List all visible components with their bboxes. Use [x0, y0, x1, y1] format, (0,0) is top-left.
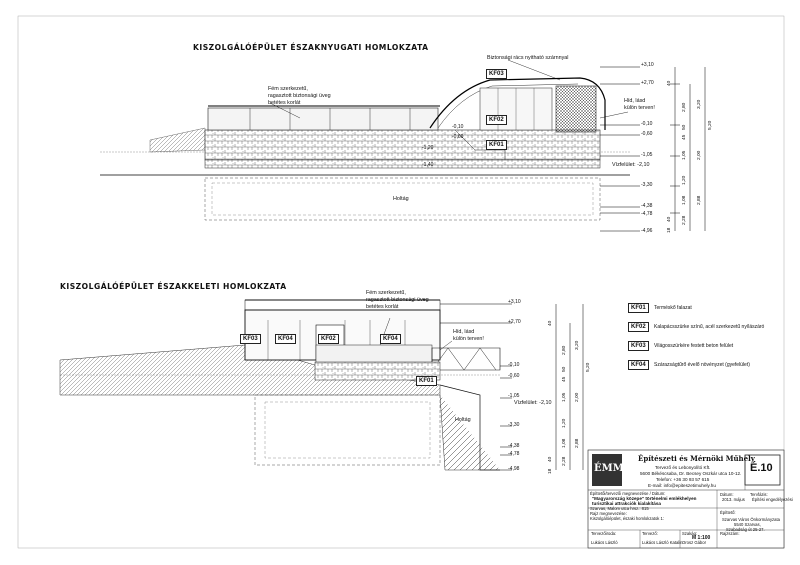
nw-level: -1,05 — [641, 152, 653, 158]
nw-level: -4,96 — [641, 228, 653, 234]
ne-code-kf01: KF01 — [416, 376, 437, 386]
legend-code: KF01 — [628, 303, 649, 313]
ne-glass-note-3: betétes korlát — [366, 304, 399, 310]
nw-dim: 3,20 — [697, 99, 702, 109]
nw-glass-note-1: Fém szerkezetű, — [268, 86, 308, 92]
project-name-2: turisztikai attrakciók kialakítása — [592, 501, 661, 506]
legend-text: Terméskő falazat — [654, 305, 692, 311]
nw-cavity-label: Holtág — [393, 196, 409, 202]
ne-level: +3,10 — [508, 299, 521, 305]
nw-code-kf03: KF03 — [486, 69, 507, 79]
client-city: 5540 Szarvas, — [734, 522, 761, 527]
ne-dim: 2,28 — [562, 456, 567, 466]
firm-line: 5600 Békéscsaba, Dr. Becsey Oszkár utca 10-12. — [640, 471, 742, 476]
ne-dim: 50 — [562, 366, 567, 372]
client-label: Építtető: — [720, 510, 736, 515]
nw-dim: 2,88 — [697, 195, 702, 205]
nw-dim: 45 — [682, 134, 687, 140]
nw-dim: 2,80 — [682, 102, 687, 112]
nw-dim: 1,08 — [682, 195, 687, 205]
nw-level: -0,60 — [641, 131, 653, 137]
date-label: Dátum: — [720, 492, 734, 497]
nw-level: -4,38 — [641, 203, 653, 209]
ne-level: -4,78 — [508, 451, 520, 457]
ne-dim: 40 — [548, 320, 553, 326]
legend-text: Világosszürkére festett beton felület — [654, 343, 734, 349]
ne-dim: 1,05 — [562, 392, 567, 402]
role-name: Lukács László — [591, 540, 618, 545]
ne-level: -0,10 — [508, 362, 520, 368]
firm-logo: ÉMM — [594, 463, 624, 474]
client-name: Szarvas Város Önkormányzata — [722, 517, 780, 522]
ne-level: -4,98 — [508, 466, 520, 472]
role-name: Lukács László Katalin — [642, 540, 683, 545]
ne-dim: 40 — [548, 456, 553, 462]
ne-lift-note-1: Híd, lásd — [453, 329, 475, 335]
ne-level: -4,38 — [508, 443, 520, 449]
nw-dim: 5,20 — [708, 120, 713, 130]
ne-elevation-title: KISZOLGÁLÓÉPÜLET ÉSZAKKELETI HOMLOKZATA — [60, 282, 287, 291]
role-label: Rajzszám: — [720, 531, 740, 536]
ne-level: +2,70 — [508, 319, 521, 325]
ne-code-kf03: KF03 — [240, 334, 261, 344]
scale: M 1:100 — [692, 535, 711, 541]
ne-water-level: Vízfelület: -2,10 — [514, 400, 552, 406]
phase-value: Építési engedélyezési — [752, 497, 793, 502]
project-name: "Magyarország közepe" történelmi emlékhelyen — [592, 496, 697, 501]
nw-elevation-title: KISZOLGÁLÓÉPÜLET ÉSZAKNYUGATI HOMLOKZATA — [193, 43, 429, 52]
firm-line: Telefon: +36 30 93 57 615 — [656, 477, 710, 482]
date-value: 2013. május — [722, 497, 745, 502]
client-street: Szabadság út 25-27. — [726, 527, 765, 532]
ne-cavity-label: Holtág — [455, 417, 471, 423]
sheet-number: É.10 — [750, 462, 773, 474]
ne-code-kf02: KF02 — [318, 334, 339, 344]
ne-dim: 2,80 — [562, 345, 567, 355]
nw-level: +2,70 — [641, 80, 654, 86]
nw-dim: 2,00 — [697, 150, 702, 160]
firm-line: Tervező és Lebonyolító Kft. — [655, 465, 711, 470]
phase-label: Tervfázis: — [750, 492, 768, 497]
nw-lift-note-2: külön terven! — [624, 105, 655, 111]
ne-code-kf04: KF04 — [275, 334, 296, 344]
role-label: Szakág: — [682, 531, 698, 536]
role-label: Tervezőiroda: — [591, 531, 617, 536]
ne-dim: 2,88 — [575, 438, 580, 448]
content-label: Rajz megnevezése: — [590, 511, 627, 516]
nw-inner-level: -0,10 — [452, 124, 464, 130]
ne-code-kf04: KF04 — [380, 334, 401, 344]
nw-level: -3,30 — [641, 182, 653, 188]
nw-inner-level: -1,40 — [422, 162, 434, 168]
nw-inner-level: -0,60 — [452, 134, 464, 140]
nw-inner-level: -1,20 — [422, 145, 434, 151]
legend-code: KF02 — [628, 322, 649, 332]
nw-lift-note-1: Híd, lásd — [624, 98, 646, 104]
nw-dim: 1,05 — [682, 150, 687, 160]
ne-glass-note-2: ragasztott biztonsági üveg — [366, 297, 429, 303]
ne-glass-note-1: Fém szerkezetű, — [366, 290, 406, 296]
legend-text: Kalapácsszürke színű, acél szerkezetű nyílászáró — [654, 324, 765, 330]
nw-dim: 40 — [667, 216, 672, 222]
nw-dim: 2,28 — [682, 215, 687, 225]
nw-dim: 50 — [682, 124, 687, 130]
ne-dim: 1,20 — [562, 418, 567, 428]
nw-grid-note: Biztonsági rács nyitható szárnnyal — [487, 55, 569, 61]
ne-level: -1,05 — [508, 393, 520, 399]
ne-dim: 5,20 — [586, 362, 591, 372]
role-name: Orosz Gábor — [682, 540, 706, 545]
legend-code: KF04 — [628, 360, 649, 370]
firm-line: E-mail: info@epiteszetimuhely.hu — [648, 483, 716, 488]
nw-glass-note-2: ragasztott biztonsági üveg — [268, 93, 331, 99]
nw-dim: 18 — [667, 227, 672, 233]
nw-dim: 40 — [667, 80, 672, 86]
nw-water-level: Vízfelület: -2,10 — [612, 162, 650, 168]
legend-code: KF03 — [628, 341, 649, 351]
ne-dim: 45 — [562, 376, 567, 382]
nw-code-kf02: KF02 — [486, 115, 507, 125]
nw-elevation — [100, 67, 705, 231]
nw-level: -4,78 — [641, 211, 653, 217]
project-address: Szarvas, Malom utca hrsz.: 815 — [590, 506, 649, 511]
nw-dim: 1,20 — [682, 175, 687, 185]
role-label: Tervező: — [642, 531, 658, 536]
nw-level: -0,10 — [641, 121, 653, 127]
firm-name: Építészeti és Mérnöki Műhely — [638, 454, 755, 463]
ne-dim: 18 — [548, 468, 553, 474]
ne-dim: 1,08 — [562, 438, 567, 448]
legend-text: Szárazságtűrő évelő növényzet (gyefelület) — [654, 362, 750, 368]
nw-code-kf01: KF01 — [486, 140, 507, 150]
ne-elevation — [60, 297, 583, 470]
ne-level: -3,30 — [508, 422, 520, 428]
ne-lift-note-2: külön terven! — [453, 336, 484, 342]
nw-glass-note-3: betétes korlát — [268, 100, 301, 106]
ne-level: -0,60 — [508, 373, 520, 379]
nw-level: +3,10 — [641, 62, 654, 68]
ne-dim: 2,00 — [575, 392, 580, 402]
ne-dim: 3,20 — [575, 340, 580, 350]
project-label: Építtetői/tervezői megnevezése / Dátum: — [590, 491, 666, 496]
drawing-content: Kiszolgálóépület, északi homlokzatok 1: — [590, 516, 665, 521]
